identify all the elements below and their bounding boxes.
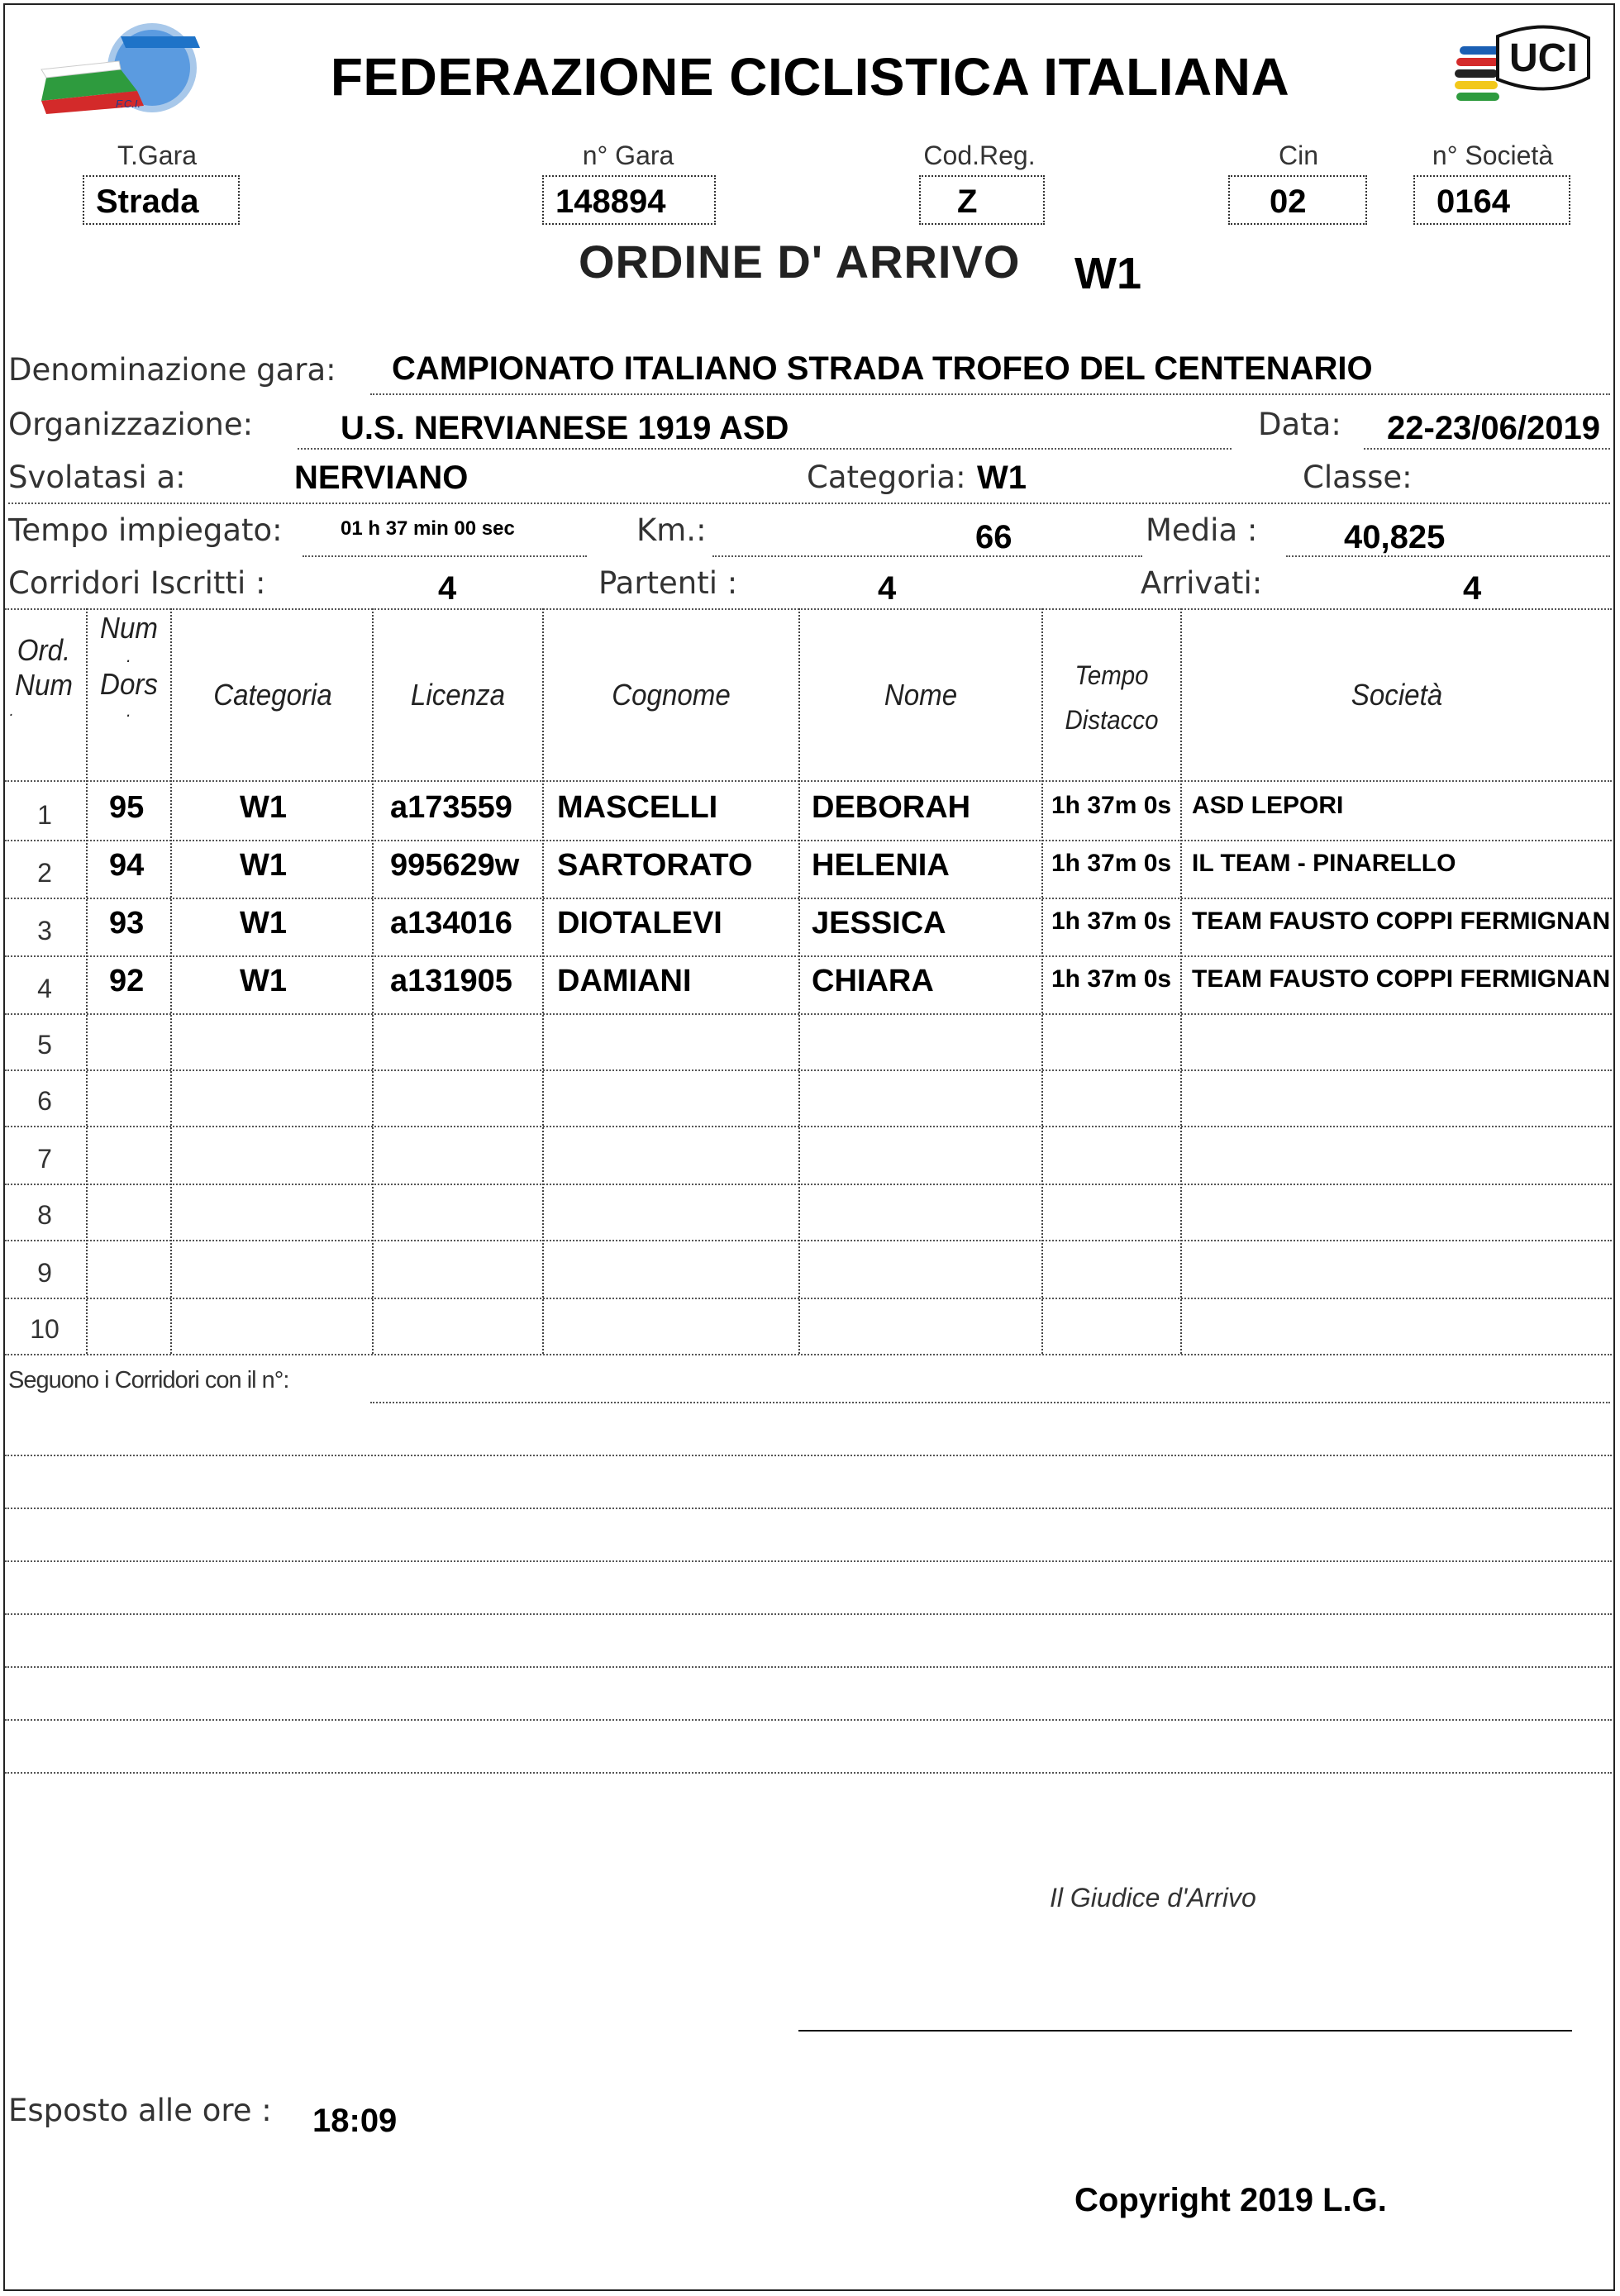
row-licenza: a173559: [390, 790, 512, 825]
row-categoria: W1: [240, 848, 287, 883]
giudice-label: Il Giudice d'Arrivo: [1050, 1883, 1256, 1913]
data-label: Data:: [1258, 407, 1341, 442]
tgara-field[interactable]: Strada: [83, 175, 240, 225]
row-tempo: 1h 37m 0s: [1051, 907, 1172, 935]
header-num-dors-line4: .: [126, 700, 131, 721]
cin-label: Cin: [1278, 141, 1318, 170]
signature-line[interactable]: [798, 2030, 1572, 2032]
svolatasi-label: Svolatasi a:: [8, 460, 186, 495]
organizzazione-label: Organizzazione:: [8, 407, 254, 442]
row-licenza: a134016: [390, 906, 512, 941]
row-num-dors: 95: [109, 790, 145, 825]
page-title: FEDERAZIONE CICLISTICA ITALIANA: [330, 47, 1290, 107]
classe-label: Classe:: [1303, 460, 1413, 495]
media-underline: [1286, 555, 1610, 557]
organizzazione-value: U.S. NERVIANESE 1919 ASD: [341, 410, 789, 446]
category-code: W1: [1074, 249, 1141, 298]
column-divider: [798, 608, 800, 1354]
row-line: [5, 1013, 1612, 1015]
header-nome: Nome: [884, 678, 958, 712]
header-num-dors-line3: Dors: [100, 667, 158, 701]
tempo-label: Tempo impiegato:: [8, 512, 283, 548]
esposto-label: Esposto alle ore :: [8, 2093, 272, 2128]
table-top-line: [5, 608, 1612, 610]
seguono-line: [5, 1719, 1612, 1721]
svolatasi-value: NERVIANO: [294, 460, 469, 496]
header-num-dors: [91, 612, 167, 721]
seguono-line: [5, 1666, 1612, 1668]
column-divider: [1041, 608, 1043, 1354]
row-ord: 10: [30, 1314, 60, 1344]
header-num-dors-line1: Num: [100, 611, 158, 645]
fci-logo-text: F.C.I.: [116, 98, 141, 110]
header-licenza: Licenza: [410, 678, 506, 712]
svolatasi-underline: [8, 503, 1610, 504]
row-ord: 5: [37, 1030, 52, 1060]
tempo-underline: [303, 555, 587, 557]
column-divider: [170, 608, 172, 1354]
copyright: Copyright 2019 L.G.: [1074, 2182, 1387, 2218]
media-value: 40,825: [1344, 519, 1446, 555]
document-title: ORDINE D' ARRIVO: [579, 236, 1021, 288]
column-divider: [372, 608, 374, 1354]
header-num-dors-line2: .: [126, 645, 131, 666]
categoria-label: Categoria:: [807, 460, 966, 495]
seguono-line: [5, 1613, 1612, 1615]
row-categoria: W1: [240, 790, 287, 825]
tgara-label: T.Gara: [117, 141, 198, 170]
seguono-label: Seguono i Corridori con il n°:: [8, 1367, 289, 1393]
row-nome: CHIARA: [812, 964, 934, 998]
denominazione-value: CAMPIONATO ITALIANO STRADA TROFEO DEL CENTENARIO: [392, 350, 1373, 387]
seguono-line: [370, 1402, 1610, 1403]
row-line: [5, 1240, 1612, 1241]
header-ord-num-line1: Ord.: [17, 633, 71, 667]
row-cognome: DAMIANI: [557, 964, 692, 998]
seguono-line: [5, 1772, 1612, 1774]
seguono-line: [5, 1455, 1612, 1456]
partenti-label: Partenti :: [598, 565, 738, 601]
row-ord: 6: [37, 1086, 52, 1116]
seguono-line: [5, 1560, 1612, 1562]
codreg-label: Cod.Reg.: [923, 141, 1036, 170]
esposto-value: 18:09: [312, 2103, 398, 2139]
row-line: [5, 1126, 1612, 1127]
row-nome: DEBORAH: [812, 790, 971, 825]
header-tempo-line1: Tempo: [1074, 660, 1149, 690]
row-num-dors: 92: [109, 964, 145, 998]
header-ord-num-line3: .: [9, 702, 14, 720]
km-label: Km.:: [636, 512, 707, 548]
row-line: [5, 955, 1612, 957]
denominazione-underline: [370, 393, 1610, 395]
media-label: Media :: [1146, 512, 1258, 548]
row-ord: 1: [37, 800, 52, 830]
row-num-dors: 94: [109, 848, 145, 883]
tempo-value: 01 h 37 min 00 sec: [341, 517, 515, 540]
ngara-field[interactable]: 148894: [542, 175, 716, 225]
km-underline: [712, 555, 1142, 557]
row-ord: 8: [37, 1200, 52, 1230]
row-tempo: 1h 37m 0s: [1051, 850, 1172, 877]
column-divider: [1180, 608, 1182, 1354]
table-header-bottom-line: [5, 780, 1612, 782]
seguono-line: [5, 1508, 1612, 1509]
row-cognome: SARTORATO: [557, 848, 753, 883]
uci-logo: [1448, 20, 1597, 117]
iscritti-value: 4: [438, 570, 457, 607]
uci-logo-text: UCI: [1509, 36, 1578, 80]
partenti-value: 4: [878, 570, 897, 607]
row-tempo: 1h 37m 0s: [1051, 792, 1172, 819]
row-ord: 9: [37, 1258, 52, 1288]
column-divider: [86, 608, 88, 1354]
header-tempo-distacco: [1050, 653, 1173, 742]
row-societa: TEAM FAUSTO COPPI FERMIGNAN: [1192, 965, 1611, 993]
row-societa: TEAM FAUSTO COPPI FERMIGNAN: [1192, 907, 1611, 935]
denominazione-label: Denominazione gara:: [8, 352, 336, 388]
organizzazione-underline: [298, 448, 1232, 450]
row-ord: 7: [37, 1144, 52, 1174]
row-tempo: 1h 37m 0s: [1051, 965, 1172, 993]
row-cognome: MASCELLI: [557, 790, 718, 825]
row-ord: 3: [37, 916, 52, 946]
data-underline: [1364, 448, 1610, 450]
data-value: 22-23/06/2019: [1387, 410, 1601, 446]
row-nome: JESSICA: [812, 906, 946, 941]
row-line: [5, 1184, 1612, 1185]
row-nome: HELENIA: [812, 848, 950, 883]
header-cognome: Cognome: [612, 678, 731, 712]
row-line: [5, 1298, 1612, 1299]
header-categoria: Categoria: [213, 678, 332, 712]
row-ord: 2: [37, 858, 52, 888]
codreg-field[interactable]: Z: [919, 175, 1045, 225]
nsocieta-field[interactable]: 0164: [1413, 175, 1570, 225]
row-num-dors: 93: [109, 906, 145, 941]
row-societa: IL TEAM - PINARELLO: [1192, 850, 1456, 877]
row-cognome: DIOTALEVI: [557, 906, 722, 941]
arrivati-value: 4: [1463, 570, 1482, 607]
km-value: 66: [975, 519, 1012, 555]
iscritti-label: Corridori Iscritti :: [8, 565, 266, 601]
table-bottom-line: [5, 1354, 1612, 1355]
header-ord-num: [10, 633, 79, 719]
row-line: [5, 840, 1612, 841]
ngara-label: n° Gara: [582, 141, 674, 170]
header-ord-num-line2: Num: [15, 668, 73, 702]
arrivati-label: Arrivati:: [1141, 565, 1263, 601]
row-categoria: W1: [240, 906, 287, 941]
cin-field[interactable]: 02: [1228, 175, 1367, 225]
row-licenza: a131905: [390, 964, 512, 998]
row-ord: 4: [37, 974, 52, 1003]
header-societa: Società: [1351, 678, 1443, 712]
row-societa: ASD LEPORI: [1192, 792, 1344, 819]
row-line: [5, 1069, 1612, 1071]
row-categoria: W1: [240, 964, 287, 998]
document-frame: [3, 3, 1615, 2291]
categoria-value: W1: [977, 460, 1027, 496]
column-divider: [542, 608, 544, 1354]
row-licenza: 995629w: [390, 848, 520, 883]
nsocieta-label: n° Società: [1432, 141, 1554, 170]
header-tempo-line2: Distacco: [1065, 705, 1159, 735]
row-line: [5, 898, 1612, 899]
